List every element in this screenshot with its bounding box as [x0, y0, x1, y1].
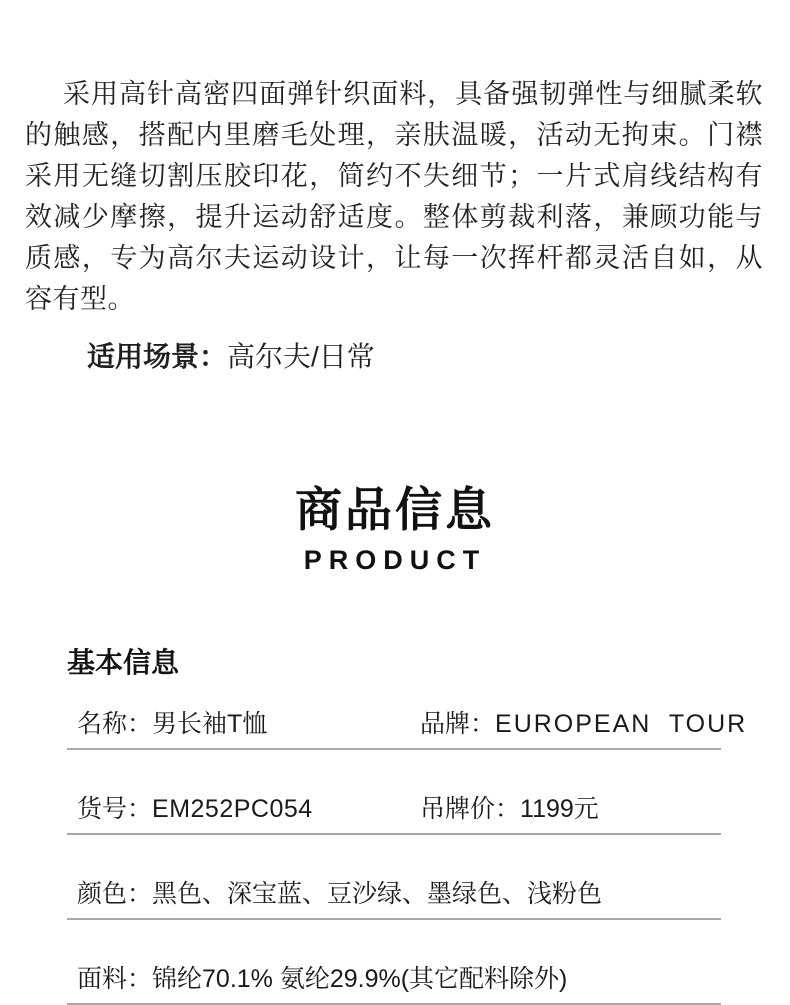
basic-info-table — [67, 683, 748, 1005]
name-value: 男长袖T恤 — [152, 710, 268, 738]
sku-value: EM252PC054 — [152, 795, 313, 823]
info-cell-price — [420, 792, 599, 826]
info-row-sku-price — [67, 750, 721, 835]
tag-price-value: 1199元 — [520, 795, 599, 823]
info-cell-sku — [77, 792, 420, 826]
fabric-label: 面料： — [77, 965, 153, 993]
product-description-paragraph: 采用高针高密四面弹针织面料，具备强韧弹性与细腻柔软的触感，搭配内里磨毛处理，亲肤温暖，活动无拘束。门襟采用无缝切割压胶印花，简约不失细节；一片式肩线结构有效减少摩擦，提升运动舒适度。整体剪裁利落，兼顾功能与质感，专为高尔夫运动设计，让每一次挥杆都灵活自如，从容有型。 — [25, 79, 763, 314]
info-row-colors — [67, 835, 721, 920]
color-label: 颜色： — [77, 880, 153, 908]
brand-label: 品牌： — [420, 710, 496, 738]
info-cell-fabric — [77, 962, 721, 996]
name-label: 名称： — [77, 710, 153, 738]
tag-price-label: 吊牌价： — [420, 795, 521, 823]
section-header — [0, 482, 790, 577]
info-row-fabric — [67, 920, 721, 1005]
usage-scene-row — [0, 336, 790, 377]
basic-info-heading: 基本信息 — [67, 647, 180, 678]
info-row-name-brand — [67, 683, 748, 750]
sku-label: 货号： — [77, 795, 153, 823]
info-cell-brand — [420, 707, 747, 741]
section-title-en: PRODUCT — [303, 545, 487, 575]
color-value: 黑色、深宝蓝、豆沙绿、墨绿色、浅粉色 — [152, 880, 603, 908]
info-cell-name — [77, 707, 420, 741]
info-cell-colors — [77, 877, 721, 911]
section-title-cn: 商品信息 — [295, 483, 495, 536]
fabric-value: 锦纶70.1% 氨纶29.9%(其它配料除外) — [152, 965, 568, 993]
usage-scene-value: 高尔夫/日常 — [227, 341, 375, 372]
usage-scene-label: 适用场景： — [87, 341, 228, 372]
brand-value: EUROPEAN TOUR — [495, 710, 748, 738]
